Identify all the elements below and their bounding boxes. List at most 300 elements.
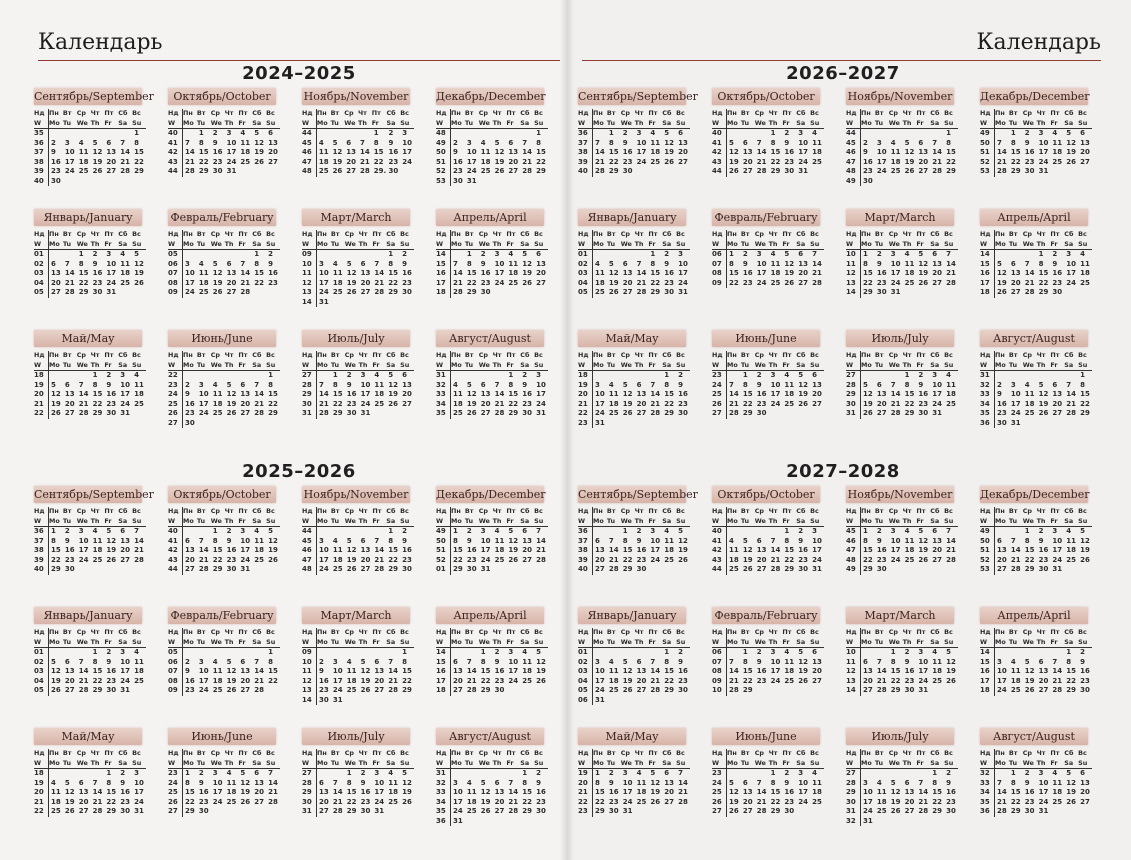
day-cell <box>810 409 824 419</box>
day-cell: 9 <box>904 657 910 666</box>
day-cell: 14 <box>254 390 265 398</box>
day-cell: 10 <box>876 148 887 156</box>
day-cell: 14 <box>636 269 647 277</box>
week-row <box>846 139 958 149</box>
weekday-header: Пн <box>317 749 327 757</box>
day-cell: 4 <box>332 259 338 268</box>
day-cell: 15 <box>595 788 605 796</box>
day-cell: 29 <box>536 167 546 175</box>
weekday-header: Пн <box>593 230 603 238</box>
day-cell: 23 <box>536 797 546 806</box>
week-row <box>436 148 548 158</box>
week-row <box>846 556 958 566</box>
day-cell: 14 <box>932 148 943 156</box>
week-row <box>980 658 1092 668</box>
day-cell: 28 <box>64 288 75 296</box>
day-cell: 12 <box>798 657 809 666</box>
weekday-header: Sa <box>662 517 676 527</box>
week-row <box>436 260 548 270</box>
weekday-header: Mo <box>183 517 197 527</box>
weekday-header-en <box>712 759 824 769</box>
day-cell: 24 <box>466 167 477 175</box>
day-cell: 5 <box>946 648 951 656</box>
weekday-header-en <box>980 361 1092 371</box>
week-row <box>712 788 824 798</box>
weekday-header: Mo <box>316 119 330 129</box>
week-number: 24 <box>168 779 183 789</box>
day-cell: 16 <box>876 269 887 277</box>
week-row <box>302 298 414 308</box>
weekday-header: We <box>77 517 91 527</box>
day-cell: 14 <box>78 390 89 398</box>
week-row <box>34 158 146 168</box>
weekday-header: Пт <box>238 507 248 515</box>
day-cell: 17 <box>636 148 647 156</box>
day-cell: 10 <box>319 269 329 277</box>
day-cell: 10 <box>106 259 117 268</box>
day-cell: 4 <box>120 250 126 258</box>
day-cell <box>91 177 105 187</box>
day-cell: 30 <box>51 176 61 185</box>
weekday-header-en <box>578 759 690 769</box>
day-cell: 17 <box>494 269 505 277</box>
weekday-header-ru <box>846 628 958 638</box>
day-cell: 28 <box>946 555 956 564</box>
day-cell: 10 <box>134 778 144 787</box>
day-cell <box>889 769 903 779</box>
day-cell: 10 <box>1038 778 1049 787</box>
month-name: Август/August <box>980 728 1088 745</box>
week-row <box>712 667 824 677</box>
weekday-header: Вт <box>1008 351 1018 359</box>
month-name: Сентябрь/September <box>578 90 698 103</box>
weekday-header: Mo <box>727 361 741 371</box>
day-cell <box>1064 807 1078 817</box>
day-cell: 19 <box>1038 399 1049 408</box>
day-cell: 19 <box>918 546 929 554</box>
month-calendar <box>34 728 146 846</box>
day-cell <box>635 696 649 706</box>
day-cell: 8 <box>1010 138 1016 147</box>
day-cell: 23 <box>1052 278 1063 287</box>
day-cell: 10 <box>622 778 633 787</box>
day-cell: 17 <box>466 157 477 166</box>
day-cell: 20 <box>185 555 195 564</box>
week-number: 10 <box>302 658 317 668</box>
weekday-header: Пт <box>782 749 792 757</box>
week-number-header: W <box>168 240 183 250</box>
week-number-header: W <box>578 759 593 769</box>
weekday-header: Su <box>132 361 146 371</box>
year-block-2024-2025 <box>34 62 564 427</box>
week-row <box>302 667 414 677</box>
week-row <box>168 400 280 410</box>
weekday-header: Пн <box>183 230 193 238</box>
day-cell: 9 <box>876 259 882 268</box>
weekday-header: Вс <box>534 230 543 238</box>
week-number: 05 <box>168 648 183 658</box>
day-cell <box>593 129 607 139</box>
day-cell: 29 <box>185 807 195 815</box>
day-cell: 15 <box>770 148 781 156</box>
day-cell: 8 <box>332 380 338 389</box>
day-cell: 10 <box>212 778 223 787</box>
weekday-header: Mo <box>995 119 1009 129</box>
day-cell: 20 <box>64 399 75 408</box>
day-cell: 1 <box>932 769 938 777</box>
day-cell: 22 <box>536 157 546 166</box>
weekday-header: Tu <box>331 240 345 250</box>
day-cell: 6 <box>240 380 246 389</box>
weekday-header: Вс <box>1078 749 1087 757</box>
day-cell: 7 <box>770 536 776 545</box>
weekday-header-en <box>846 759 958 769</box>
weekday-header: Чт <box>358 749 368 757</box>
day-cell: 20 <box>106 157 117 166</box>
day-cell: 23 <box>402 278 412 287</box>
week-row <box>846 269 958 279</box>
day-cell: 6 <box>508 138 514 147</box>
weekday-header: Ср <box>210 351 220 359</box>
weekday-header: Ср <box>620 351 630 359</box>
day-cell <box>755 129 769 139</box>
week-row <box>712 527 824 537</box>
weekday-header: Пт <box>372 230 382 238</box>
day-cell: 19 <box>268 546 278 554</box>
weekday-header: Tu <box>875 759 889 769</box>
weekday-header-en <box>302 119 414 129</box>
week-number-header: Нд <box>302 230 317 240</box>
weekday-header: Su <box>1078 119 1092 129</box>
week-row <box>846 798 958 808</box>
day-cell: 4 <box>212 380 218 389</box>
day-cell: 16 <box>678 390 688 398</box>
day-cell: 19 <box>742 555 753 564</box>
day-cell: 14 <box>319 390 329 398</box>
day-cell: 3 <box>650 527 656 535</box>
day-cell <box>1064 371 1078 381</box>
day-cell <box>506 177 520 187</box>
week-number: 23 <box>578 807 593 817</box>
weekday-header: Пн <box>451 628 461 636</box>
day-cell: 14 <box>650 667 661 675</box>
weekday-header-ru <box>578 230 690 240</box>
month-table <box>578 507 690 575</box>
weekday-header-en <box>980 759 1092 769</box>
weekday-header: Fr <box>648 240 662 250</box>
day-cell: 12 <box>946 657 956 666</box>
day-cell: 12 <box>918 536 929 545</box>
weekday-header: Вс <box>944 351 953 359</box>
day-cell: 13 <box>536 259 546 268</box>
day-cell <box>451 371 465 381</box>
day-cell: 5 <box>1038 380 1044 389</box>
day-cell: 6 <box>742 138 748 147</box>
day-cell <box>63 129 77 139</box>
week-number: 45 <box>846 139 861 149</box>
day-cell <box>386 648 400 658</box>
day-cell: 14 <box>756 148 767 156</box>
weekday-header: Tu <box>875 119 889 129</box>
week-row <box>168 381 280 391</box>
week-number: 13 <box>302 686 317 696</box>
day-cell <box>607 648 621 658</box>
weekday-header: Вт <box>330 628 340 636</box>
day-cell: 2 <box>622 129 628 137</box>
day-cell: 19 <box>664 148 675 156</box>
day-cell: 2 <box>918 371 924 379</box>
day-cell: 26 <box>1024 686 1035 694</box>
week-row <box>34 288 146 298</box>
week-number-header: Нд <box>712 628 727 638</box>
day-cell: 19 <box>918 269 929 277</box>
week-number: 25 <box>168 788 183 798</box>
day-cell: 10 <box>360 380 371 389</box>
day-cell: 11 <box>1052 778 1063 787</box>
day-cell: 19 <box>332 157 343 166</box>
day-cell: 1 <box>1066 648 1072 656</box>
month-table <box>302 749 414 817</box>
weekday-header: Fr <box>916 119 930 129</box>
week-row <box>712 537 824 547</box>
day-cell: 23 <box>784 157 795 166</box>
weekday-header: Tu <box>607 240 621 250</box>
day-cell: 13 <box>240 667 251 675</box>
week-number: 06 <box>168 260 183 270</box>
week-row <box>980 371 1092 381</box>
day-cell: 24 <box>812 555 822 564</box>
day-cell: 14 <box>1052 667 1063 675</box>
day-cell <box>372 409 386 419</box>
day-cell: 25 <box>332 288 343 296</box>
week-number: 09 <box>712 677 727 687</box>
month-calendar <box>302 209 414 327</box>
day-cell: 11 <box>1024 390 1035 398</box>
week-number: 14 <box>980 648 995 658</box>
day-cell: 8 <box>453 536 458 545</box>
day-cell: 31 <box>798 167 809 175</box>
day-cell: 22 <box>346 797 357 806</box>
week-row <box>302 565 414 575</box>
day-cell: 5 <box>268 527 273 535</box>
day-cell: 22 <box>480 676 491 685</box>
weekday-header: Пн <box>861 507 871 515</box>
weekday-header: Sa <box>930 361 944 371</box>
week-number-header: Нд <box>302 351 317 361</box>
week-number-header: Нд <box>436 351 451 361</box>
day-cell <box>331 298 345 308</box>
weekday-header: Sa <box>796 361 810 371</box>
weekday-header: Пн <box>451 230 461 238</box>
day-cell: 13 <box>678 138 688 147</box>
day-cell: 24 <box>198 686 209 694</box>
weekday-header: Вт <box>330 749 340 757</box>
week-row <box>34 686 146 696</box>
weekday-header: Ср <box>754 230 764 238</box>
week-row <box>846 807 958 817</box>
month-name: Март/March <box>846 607 954 624</box>
day-cell: 30 <box>388 167 399 175</box>
day-cell: 4 <box>522 648 528 656</box>
weekday-header-ru <box>436 749 548 759</box>
day-cell: 5 <box>890 778 896 787</box>
day-cell: 6 <box>812 648 817 656</box>
day-cell: 28 <box>268 797 278 806</box>
month-table <box>302 507 414 575</box>
day-cell: 6 <box>78 778 84 787</box>
weekday-header: Чт <box>224 351 234 359</box>
day-cell: 27 <box>240 686 251 694</box>
weekday-header: Сб <box>386 230 396 238</box>
day-cell: 10 <box>240 536 251 545</box>
day-cell: 28 <box>946 278 956 287</box>
day-cell: 8 <box>134 138 139 147</box>
weekday-header: Чт <box>902 507 912 515</box>
day-cell: 25 <box>784 676 795 685</box>
day-cell <box>1023 648 1037 658</box>
day-cell: 30 <box>876 565 887 573</box>
day-cell: 30 <box>636 565 647 573</box>
day-cell <box>238 648 252 658</box>
weekday-header: Sa <box>386 361 400 371</box>
week-row <box>436 817 548 827</box>
weekday-header: Sa <box>520 240 534 250</box>
day-cell <box>479 769 493 779</box>
week-row <box>846 390 958 400</box>
month-calendar <box>578 88 698 206</box>
weekday-header: Пт <box>104 230 114 238</box>
day-cell: 20 <box>226 278 237 287</box>
day-cell <box>359 250 373 260</box>
day-cell: 9 <box>466 536 472 545</box>
weekday-header: Вт <box>1008 109 1018 117</box>
week-row <box>980 779 1092 789</box>
day-cell: 10 <box>453 788 463 796</box>
weekday-header: We <box>479 119 493 129</box>
day-cell: 29 <box>770 167 781 175</box>
day-cell: 30 <box>678 409 688 417</box>
day-cell: 9 <box>742 259 748 268</box>
weekday-header: Th <box>635 240 649 250</box>
day-cell <box>861 371 875 381</box>
month-table <box>302 628 414 705</box>
day-cell <box>493 817 507 827</box>
week-number: 14 <box>980 250 995 260</box>
week-number: 34 <box>980 400 995 410</box>
day-cell: 27 <box>756 565 767 573</box>
year-heading: 2027–2028 <box>786 461 900 482</box>
week-row <box>578 556 690 566</box>
day-cell: 14 <box>64 269 75 277</box>
weekday-header: Пн <box>593 628 603 636</box>
day-cell: 9 <box>51 148 56 156</box>
weekday-header: Ср <box>344 351 354 359</box>
weekday-header: Th <box>769 361 783 371</box>
weekday-header-ru <box>578 628 690 638</box>
weekday-header: Сб <box>796 109 806 117</box>
weekday-header: Чт <box>224 749 234 757</box>
day-cell: 30 <box>798 565 809 573</box>
day-cell: 16 <box>756 390 767 398</box>
day-cell: 14 <box>92 788 103 796</box>
weekday-header: We <box>211 517 225 527</box>
weekday-header: Tu <box>331 517 345 527</box>
day-cell: 15 <box>51 546 61 554</box>
day-cell: 4 <box>1066 527 1072 535</box>
weekday-header: Вт <box>330 507 340 515</box>
day-cell: 5 <box>742 536 748 545</box>
day-cell: 4 <box>1052 769 1058 777</box>
weekday-header: Вс <box>676 749 685 757</box>
day-cell: 1 <box>863 527 868 535</box>
day-cell: 5 <box>346 259 352 268</box>
weekday-header: Su <box>1078 517 1092 527</box>
day-cell: 20 <box>360 278 371 287</box>
month-calendar <box>712 88 824 206</box>
weekday-header-ru <box>436 507 548 517</box>
day-cell <box>1078 565 1092 575</box>
weekday-header: Tu <box>63 361 77 371</box>
week-number: 44 <box>302 129 316 139</box>
month-name: Май/May <box>578 728 686 745</box>
week-row <box>168 807 280 817</box>
weekday-header: Вт <box>330 230 340 238</box>
weekday-header: Th <box>493 240 507 250</box>
day-cell: 6 <box>664 769 670 777</box>
weekday-header: Mo <box>317 361 331 371</box>
weekday-header: Вт <box>464 628 474 636</box>
day-cell: 1 <box>346 769 352 777</box>
day-cell: 11 <box>388 778 399 787</box>
weekday-header: Ср <box>76 507 86 515</box>
day-cell: 24 <box>536 399 546 408</box>
day-cell: 23 <box>494 676 505 685</box>
weekday-header-en <box>436 240 548 250</box>
day-cell: 20 <box>636 399 647 408</box>
day-cell: 8 <box>1066 657 1072 666</box>
week-number-header: W <box>578 119 593 129</box>
weekday-header: Tu <box>465 517 479 527</box>
week-number-header: Нд <box>34 507 49 517</box>
week-number-header: W <box>34 759 49 769</box>
day-cell: 13 <box>636 667 647 675</box>
week-number: 49 <box>846 177 861 187</box>
week-number: 51 <box>980 148 995 158</box>
weekday-header: Вс <box>266 351 275 359</box>
weekday-header: Su <box>534 361 548 371</box>
month-table <box>34 109 146 186</box>
day-cell: 17 <box>536 390 546 398</box>
weekday-header: Чт <box>224 230 234 238</box>
day-cell: 25 <box>904 278 915 287</box>
week-row <box>846 667 958 677</box>
week-number-header: W <box>436 638 451 648</box>
day-cell: 28 <box>650 409 661 417</box>
day-cell: 18 <box>388 788 399 796</box>
week-row <box>578 546 690 556</box>
weekday-header: Tu <box>63 517 77 527</box>
week-row <box>436 250 548 260</box>
day-cell: 17 <box>453 797 463 806</box>
day-cell: 4 <box>78 138 84 147</box>
week-number: 32 <box>436 779 451 789</box>
weekday-header-ru <box>168 507 280 517</box>
weekday-header: Сб <box>796 351 806 359</box>
day-cell: 16 <box>480 269 491 277</box>
weekday-header: Mo <box>49 361 63 371</box>
week-row <box>980 546 1092 556</box>
week-number: 18 <box>34 371 49 381</box>
